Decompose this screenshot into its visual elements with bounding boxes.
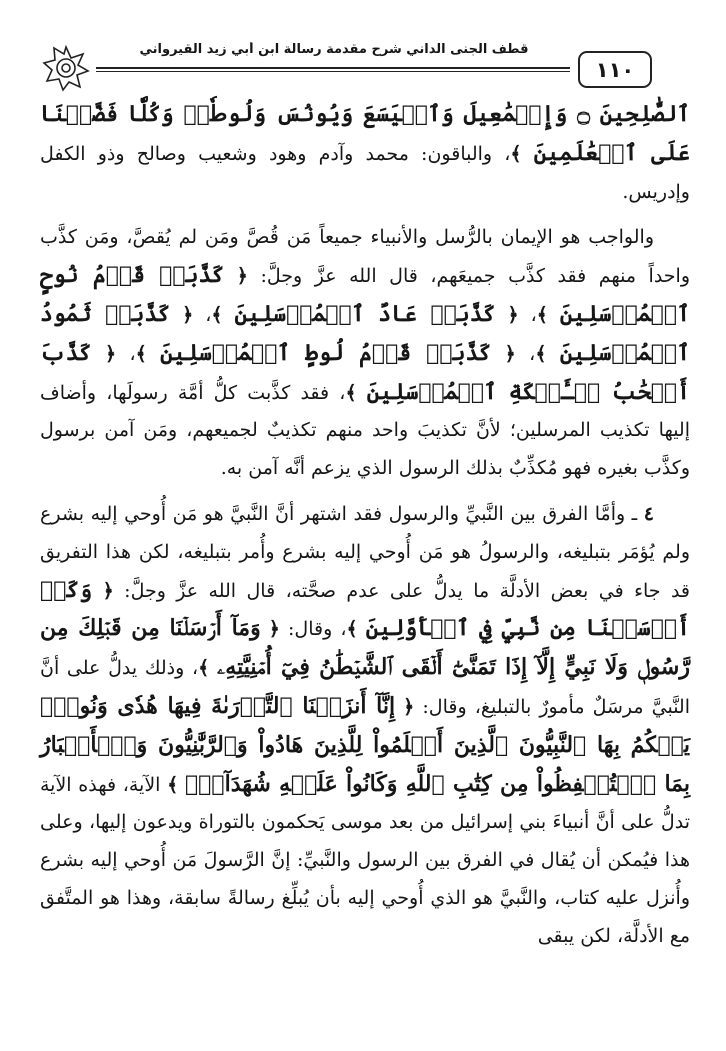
paragraph-text: ، فقد كذَّبت كلُّ أمَّة رسولَها، وأضاف إليها تكذيب المرسلين؛ لأنَّ تكذيبَ واحد منهم تكذيبٌ لجميعهم، ومَن آمن برسول وكذَّب بغيره فهو مُكذِّبٌ بذلك الرسول الذي يزعم أنَّه آمن به. — [40, 381, 690, 480]
verse-bracket: ﴾ — [535, 342, 547, 365]
verse-bracket: ﴾ — [211, 303, 223, 326]
verse-bracket: ﴾ — [510, 142, 522, 165]
quran-verse: كَذَّبَتۡ قَوۡمُ نُوحٍ ٱلۡمُرۡسَلِينَ — [40, 262, 690, 327]
paragraph-3 — [40, 496, 690, 956]
paragraph-2 — [40, 219, 690, 488]
header-rule-thin — [96, 71, 570, 72]
verse-bracket: ﴿ — [182, 303, 194, 326]
paragraph-text: الآية، فهذه الآية تدلُّ على أنَّ أنبياءَ بني إسرائيل من بعد موسى يَحكمون بالتوراة ويدعون إليها، وعلى هذا فيُمكن أن يُقال في الفرق بين الرسول والنَّبيِّ: إنَّ الرَّسولَ مَن أُوحي إليه بشرع وأُنزل عليه كتاب، والنَّبيَّ هو الذي أُوحي إليه بأن يُبلِّغ رسالةً سابقة، وهذا هو المتَّفق مع الأدلَّة، لكن يبقى — [40, 773, 690, 947]
verse-bracket: ﴿ — [104, 342, 117, 365]
verse-bracket: ﴾ — [167, 773, 179, 796]
separator: ، — [530, 303, 537, 326]
ornament-star-icon — [42, 44, 90, 92]
separator: ، — [129, 342, 136, 365]
verse-bracket: ﴾ — [135, 342, 147, 365]
paragraph-text: والواجب هو الإيمان بالرُّسل والأنبياء جميعاً مَن قُصَّ ومَن لم يُقصَّ، ومَن كذَّب واحداً منهم فقد كذَّب جميعَهم، قال الله عزَّ وجلَّ: — [40, 226, 691, 288]
quran-verse: وَمَآ أَرۡسَلۡنَا مِن قَبۡلِكَ مِن رَّسُولٖ وَلَا نَبِيٍّ إِلَّآ إِذَا تَمَنَّىٰٓ أَلۡقَى ٱلشَّيۡطَٰنُ فِيٓ أُمۡنِيَّتِهِۦ — [40, 615, 690, 681]
verse-bracket: ﴾ — [198, 657, 210, 680]
page-header — [40, 34, 690, 86]
separator: ، — [529, 342, 536, 365]
verse-bracket: ﴿ — [268, 618, 280, 641]
separator: ، — [205, 303, 212, 326]
quran-verse: كَذَّبَ أَصۡحَٰبُ لۡـَٔيۡكَةِ ٱلۡمُرۡسَلِينَ — [40, 339, 691, 405]
paragraph-text: ، والباقون: محمد وآدم وهود وشعيب وصالح وذو الكفل وإدريس. — [40, 142, 690, 203]
paragraph-text: ، وذلك يدلُّ على أنَّ النَّبيَّ مرسَلٌ مأمورٌ بالتبليغ، وقال: — [40, 657, 690, 718]
verse-bracket: ﴿ — [403, 695, 415, 718]
header-rule — [96, 67, 570, 69]
verse-bracket: ﴾ — [346, 618, 358, 641]
quran-verse: وَكَمۡ أَرۡسَلۡنَا مِن نَّبِيّٖ فِي ٱلۡأَوَّلِينَ — [40, 576, 690, 642]
item-number: ٤ — [643, 502, 654, 525]
quran-verse: كَذَّبَتۡ ثَمُودُ ٱلۡمُرۡسَلِينَ — [40, 300, 690, 366]
paragraph-1 — [40, 96, 690, 211]
paragraph-text: ـ وأمَّا الفرق بين النَّبيِّ والرسول فقد اشتهر أنَّ النَّبيَّ هو مَن أُوحي إليه بشرع ولم يُؤمَر بتبليغه، والرسولُ هو مَن أُوحي إليه بشرع وأُمر بتبليغه، لكن هذا التفريق قد جاء في بعض الأدلَّة ما يدلُّ على عدم صحَّته، قال الله عزَّ وجلَّ: — [40, 502, 691, 602]
verse-bracket: ﴾ — [345, 381, 357, 404]
verse-bracket: ﴾ — [536, 303, 548, 326]
verse-bracket: ﴿ — [504, 342, 516, 365]
page-body — [40, 96, 690, 1041]
paragraph-text: ، وقال: — [288, 618, 347, 641]
quran-verse: إِنَّآ أَنزَلۡنَا ٱلتَّوۡرَىٰةَ فِيهَا هُدٗى وَنُورٞۚ يَحۡكُمُ بِهَا ٱلنَّبِيُّونَ ٱلَّذِينَ أَسۡلَمُواْ لِلَّذِينَ هَادُواْ وَٱلرَّبَّٰنِيُّونَ وَٱلۡأَحۡبَارُ بِمَا ٱسۡتُحۡفِظُواْ مِن كِتَٰبِ ٱللَّهِ وَكَانُواْ عَلَيۡهِ شُهَدَآءَۚ — [40, 692, 690, 797]
page-number-box — [578, 51, 652, 88]
quran-verse: كَذَّبَتۡ قَوۡمُ لُوطٍ ٱلۡمُرۡسَلِينَ — [160, 339, 492, 366]
running-title: قطف الجنى الداني شرح مقدمة رسالة ابن أبي زيد القيرواني — [139, 42, 529, 57]
page-number: ١١٠ — [595, 57, 635, 82]
verse-bracket: ﴿ — [236, 265, 248, 288]
verse-bracket: ﴿ — [102, 579, 114, 602]
verse-bracket: ﴿ — [507, 303, 519, 326]
quran-verse: ٱلصَّٰلِحِينَ ۝ وَإِسۡمَٰعِيلَ وَٱلۡيَسَعَ وَيُونُسَ وَلُوطٗاۚ وَكُلّٗا فَضَّلۡنَا عَلَى ٱلۡعَٰلَمِينَ — [40, 101, 690, 166]
quran-verse: كَذَّبَتۡ عَادٌ ٱلۡمُرۡسَلِينَ — [234, 300, 496, 327]
